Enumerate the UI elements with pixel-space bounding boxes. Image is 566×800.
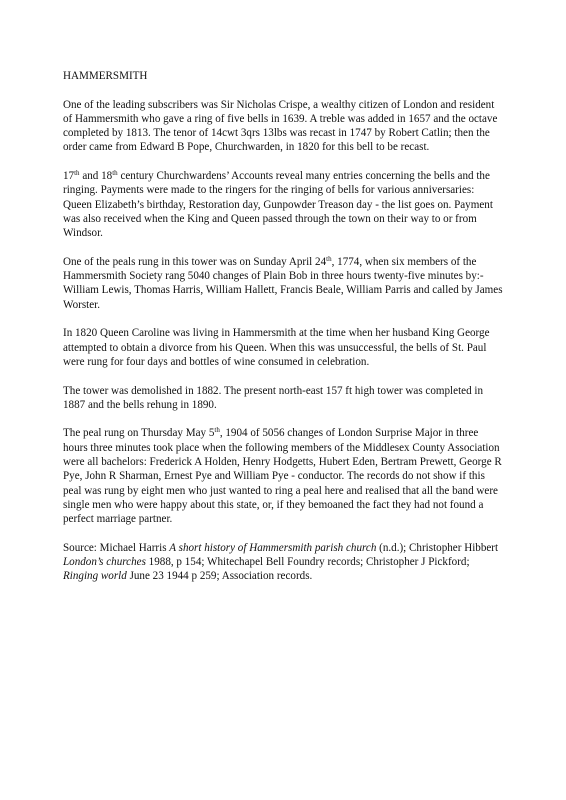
source-title-short-history: A short history of Hammersmith parish church: [169, 541, 377, 554]
paragraph-peal-1774: [63, 255, 503, 312]
paragraph-bells-history: One of the leading subscribers was Sir Nicholas Crispe, a wealthy citizen of London and resident of Hammersmith who gave a ring of five bells in 1639. A treble was added in 1657 and the octave completed by 1813. The tenor of 14cwt 3qrs 13lbs was recast in 1747 by Robert Catlin; then the order came from Edward B Pope, Churchwarden, in 1820 for this bell to be recast.: [63, 98, 498, 154]
source-lead: Source: Michael Harris: [63, 541, 170, 554]
source-mid-2: 1988, p 154; Whitechapel Bell Foundry records; Christopher J Pickford;: [145, 556, 470, 569]
text-peal-1774-before: One of the peals rung in this tower was on Sunday April 24: [63, 255, 327, 268]
page-title: HAMMERSMITH: [63, 70, 148, 82]
superscript-th-3: th: [326, 254, 332, 263]
superscript-th-1: th: [74, 169, 80, 178]
paragraph-sources: [63, 541, 503, 584]
text-accounts-rest: century Churchwardens’ Accounts reveal many entries concerning the bells and the ringing. Payments were made to the ringers for the ringing of bells for various anniversaries: Queen Elizabeth’s birthday, Restoration day, Gunpowder Treason day - the list goes on. Payment was also received when the King and Queen passed through the town on their way to or from Windsor.: [63, 170, 493, 240]
source-end: June 23 1944 p 259; Association records.: [126, 570, 313, 583]
paragraph-peal-1904: [63, 426, 503, 526]
text-peal-1904-after: , 1904 of 5056 changes of London Surprise Major in three hours three minutes took place when the following members of the Middlesex County Association were all bachelors: Frederick A Holden, Henry Hodgetts, Hubert Eden, Bertram Prewett, George R Pye, John R Sharman, Ernest Pye and William Pye - conductor. The records do not show if this peal was rung by eight men who just wanted to ring a peal here and realised that all the band were single men who were happy about this state, or, if they bemoaned the fact they had not found a perfect marriage partner.: [63, 427, 502, 526]
source-title-londons-churches: London’s churches: [63, 556, 146, 569]
superscript-th-4: th: [214, 426, 220, 435]
text-peal-1904-before: The peal rung on Thursday May 5: [63, 427, 215, 440]
superscript-th-2: th: [112, 169, 118, 178]
source-title-ringing-world: Ringing world: [63, 570, 127, 583]
paragraph-tower-rebuild: The tower was demolished in 1882. The present north-east 157 ft high tower was completed in 1887 and the bells rehung in 1890.: [63, 384, 484, 411]
text-peal-1774-after: , 1774, when six members of the Hammersmith Society rang 5040 changes of Plain Bob in three hours twenty-five minutes by:- William Lewis, Thomas Harris, William Hallett, Francis Beale, William Parris and called by James Worster.: [63, 255, 503, 311]
paragraph-churchwardens-accounts: [63, 169, 503, 240]
paragraph-queen-caroline: In 1820 Queen Caroline was living in Hammersmith at the time when her husband King George attempted to obtain a divorce from his Queen. When this was unsuccessful, the bells of St. Paul were rung for four days and bottles of wine consumed in celebration.: [63, 327, 490, 368]
text-17: 17: [63, 170, 75, 183]
text-and-18: and 18: [79, 170, 113, 183]
source-mid-1: (n.d.); Christopher Hibbert: [376, 541, 499, 554]
document-body: [63, 69, 503, 598]
